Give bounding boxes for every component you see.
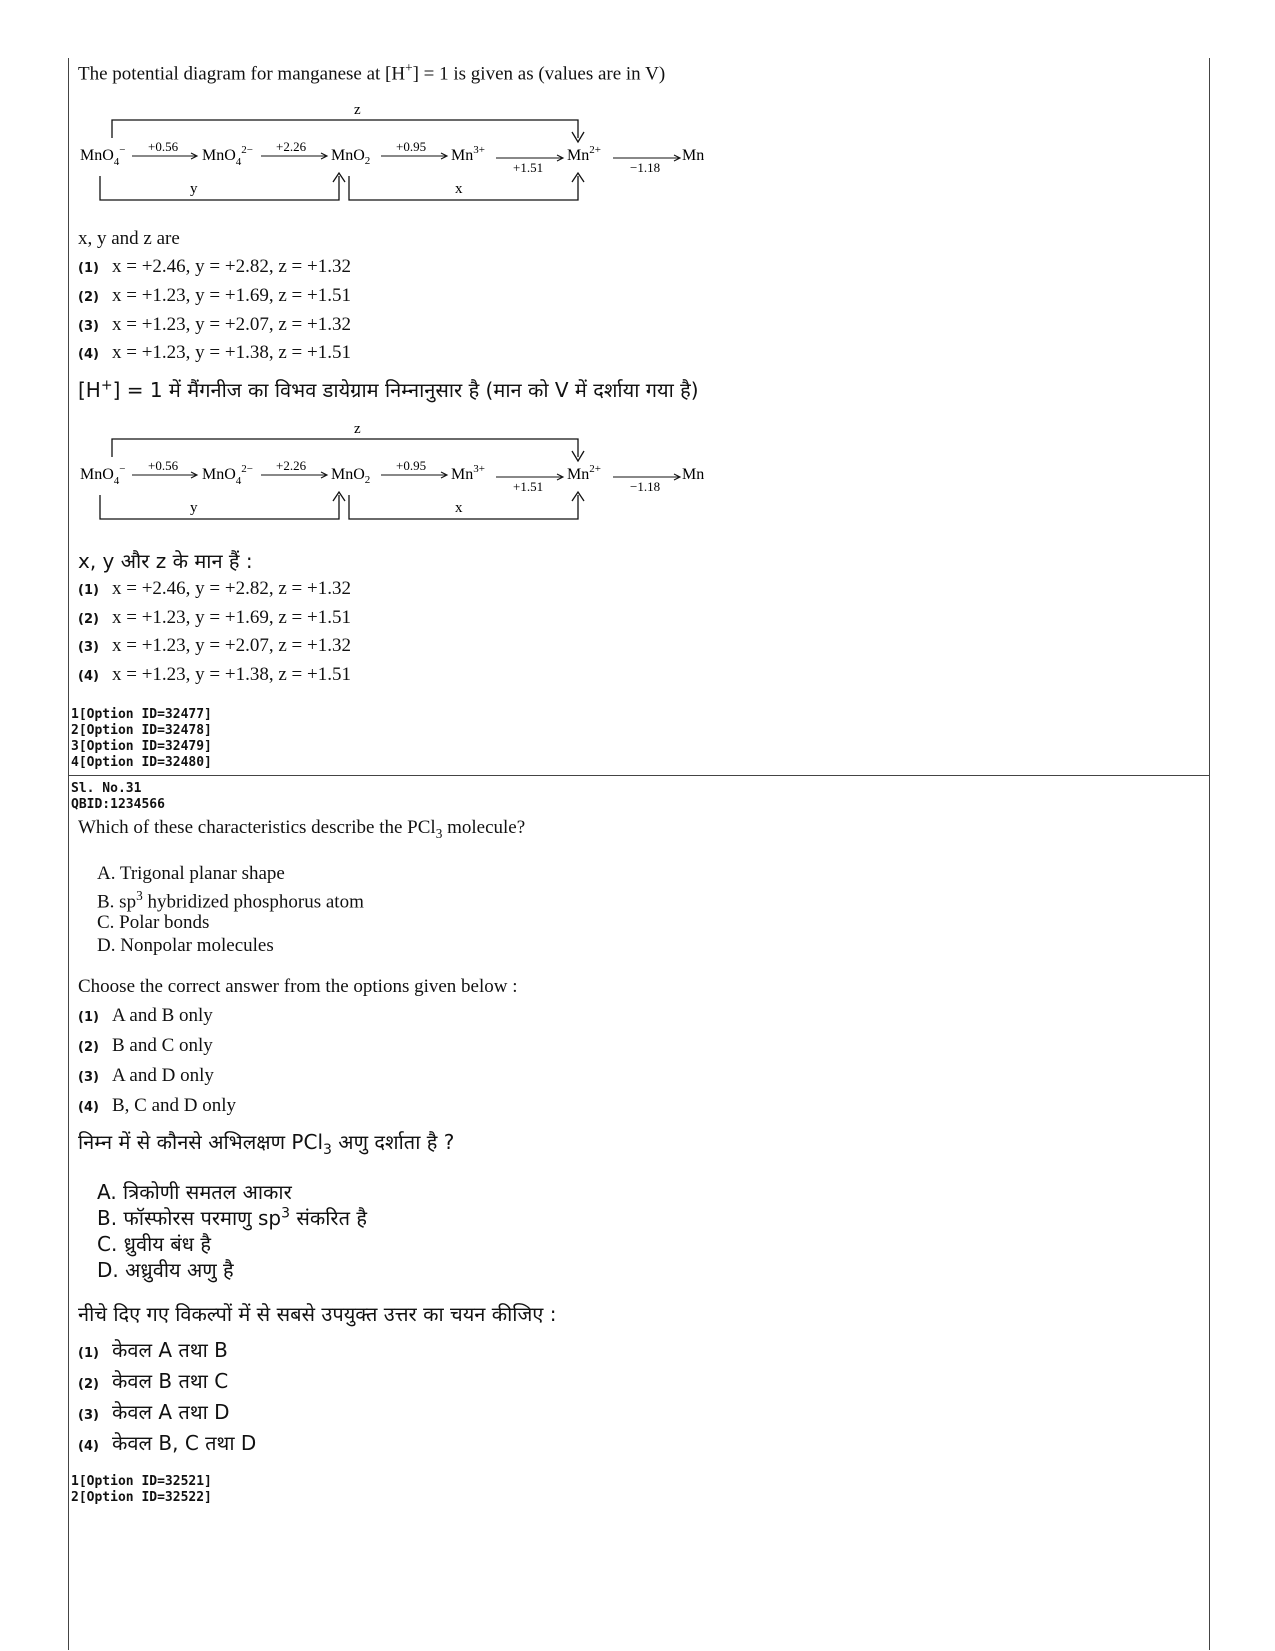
q31-statement-hi-d: D. अध्रुवीय अणु है: [97, 1258, 234, 1282]
arrow-label-hi-4: +1.51: [513, 479, 544, 494]
svg-text:Mn: Mn: [682, 147, 705, 164]
qbid: QBID:1234566: [71, 797, 165, 812]
q30-option-hi-4[interactable]: (4) x = +1.23, y = +1.38, z = +1.51: [78, 664, 351, 685]
y-label: y: [190, 181, 198, 197]
q30-option-hi-1[interactable]: (1) x = +2.46, y = +2.82, z = +1.32: [78, 578, 351, 599]
q31-option-hi-2[interactable]: (2) केवल B तथा C: [78, 1369, 229, 1393]
x-label: x: [455, 181, 463, 197]
q31-statement-hi-c: C. ध्रुवीय बंध है: [97, 1232, 211, 1256]
q31-option-en-3[interactable]: (3) A and D only: [78, 1065, 214, 1086]
potential-diagram-svg-hi: [78, 417, 728, 527]
q31-option-ids: [71, 1474, 212, 1506]
q31-option-en-2[interactable]: (2) B and C only: [78, 1035, 213, 1056]
option-id: 4[Option ID=32480]: [71, 755, 212, 770]
serial-number: Sl. No.31: [71, 781, 142, 796]
q30-stem-hi: [H+] = 1 में मैंगनीज का विभव डायेग्राम निम्नानुसार है (मान को V में दर्शाया गया है): [78, 377, 699, 402]
q31-statement-en-b: B. $sp^3$ hybridized phosphorus atom: [97, 888, 364, 913]
arrow-label-4: +1.51: [513, 160, 544, 175]
q30-option-en-1[interactable]: (1) x = +2.46, y = +2.82, z = +1.32: [78, 256, 351, 277]
arrow-label-hi-5: −1.18: [630, 479, 661, 494]
arrow-label-1: +0.56: [148, 139, 179, 154]
option-id: 3[Option ID=32479]: [71, 739, 212, 754]
q30-option-en-2[interactable]: (2) x = +1.23, y = +1.69, z = +1.51: [78, 285, 351, 306]
arrow-label-3: +0.95: [396, 139, 427, 154]
x-label-hi: x: [455, 500, 463, 516]
svg-text:MnO2: MnO$_2$: [331, 147, 371, 167]
q31-option-en-4[interactable]: (4) B, C and D only: [78, 1095, 237, 1116]
z-label-hi: z: [354, 421, 361, 437]
q30-option-en-4[interactable]: (4) x = +1.23, y = +1.38, z = +1.51: [78, 342, 351, 363]
option-id: 2[Option ID=32478]: [71, 723, 212, 738]
arrow-label-5: −1.18: [630, 160, 661, 175]
q30-option-en-3[interactable]: (3) x = +1.23, y = +2.07, z = +1.32: [78, 314, 351, 335]
svg-text:MnO4−: MnO$_4$−: [80, 144, 126, 168]
potential-diagram-en: [78, 98, 728, 213]
q30-question-en: x, y and z are: [78, 228, 180, 249]
question-separator: [68, 775, 1209, 776]
q31-stem-hi: निम्न में से कौनसे अभिलक्षण PCl$_3$ अणु दर्शाता है ?: [78, 1130, 455, 1158]
q31-stem-en: Which of these characteristics describe the PCl$_3$ molecule?: [78, 817, 526, 841]
svg-text:Mn2+: $Mn^{2+}$: [567, 144, 601, 164]
svg-text:MnO42−: MnO$_4^{2-}$: [202, 463, 253, 487]
option-id: 2[Option ID=32522]: [71, 1490, 212, 1505]
q30-option-ids: [71, 707, 212, 771]
q31-option-hi-4[interactable]: (4) केवल B, C तथा D: [78, 1431, 257, 1455]
q31-statement-en-c: C. Polar bonds: [97, 912, 210, 933]
svg-text:Mn3+: $Mn^{3+}$: [451, 463, 485, 483]
option-id: 1[Option ID=32477]: [71, 707, 212, 722]
arrow-label-2: +2.26: [276, 139, 307, 154]
q30-option-hi-2[interactable]: (2) x = +1.23, y = +1.69, z = +1.51: [78, 607, 351, 628]
q31-header: [71, 781, 165, 813]
q31-statement-hi-a: A. त्रिकोणी समतल आकार: [97, 1180, 292, 1204]
option-id: 1[Option ID=32521]: [71, 1474, 212, 1489]
q31-statement-hi-b: B. फॉस्फोरस परमाणु $sp^3$ संकरित है: [97, 1205, 367, 1230]
q30-stem-en: The potential diagram for manganese at [H+] = 1 is given as (values are in V): [78, 60, 666, 85]
q31-option-hi-3[interactable]: (3) केवल A तथा D: [78, 1400, 230, 1424]
y-label-hi: y: [190, 500, 198, 516]
arrow-label-hi-3: +0.95: [396, 458, 427, 473]
svg-text:MnO2: MnO$_2$: [331, 466, 371, 486]
svg-text:Mn3+: $Mn^{3+}$: [451, 144, 485, 164]
q31-option-hi-1[interactable]: (1) केवल A तथा B: [78, 1338, 228, 1362]
q31-statement-en-d: D. Nonpolar molecules: [97, 935, 274, 956]
q31-choose-hi: नीचे दिए गए विकल्पों में से सबसे उपयुक्त उत्तर का चयन कीजिए :: [78, 1302, 557, 1326]
q31-option-en-1[interactable]: (1) A and B only: [78, 1005, 213, 1026]
svg-text:Mn2+: $Mn^{2+}$: [567, 463, 601, 483]
z-label: z: [354, 102, 361, 118]
arrow-label-hi-2: +2.26: [276, 458, 307, 473]
potential-diagram-hi: [78, 417, 728, 532]
q31-choose-en: Choose the correct answer from the options given below :: [78, 976, 518, 997]
svg-text:Mn: Mn: [682, 466, 705, 483]
q30-question-hi: x, y और z के मान हैं :: [78, 549, 253, 573]
svg-text:MnO4−: MnO$_4$−: [80, 463, 126, 487]
q30-option-hi-3[interactable]: (3) x = +1.23, y = +2.07, z = +1.32: [78, 635, 351, 656]
potential-diagram-svg: [78, 98, 728, 208]
arrow-label-hi-1: +0.56: [148, 458, 179, 473]
svg-text:MnO42−: MnO$_4^{2-}$: [202, 144, 253, 168]
q31-statement-en-a: A. Trigonal planar shape: [97, 863, 285, 884]
